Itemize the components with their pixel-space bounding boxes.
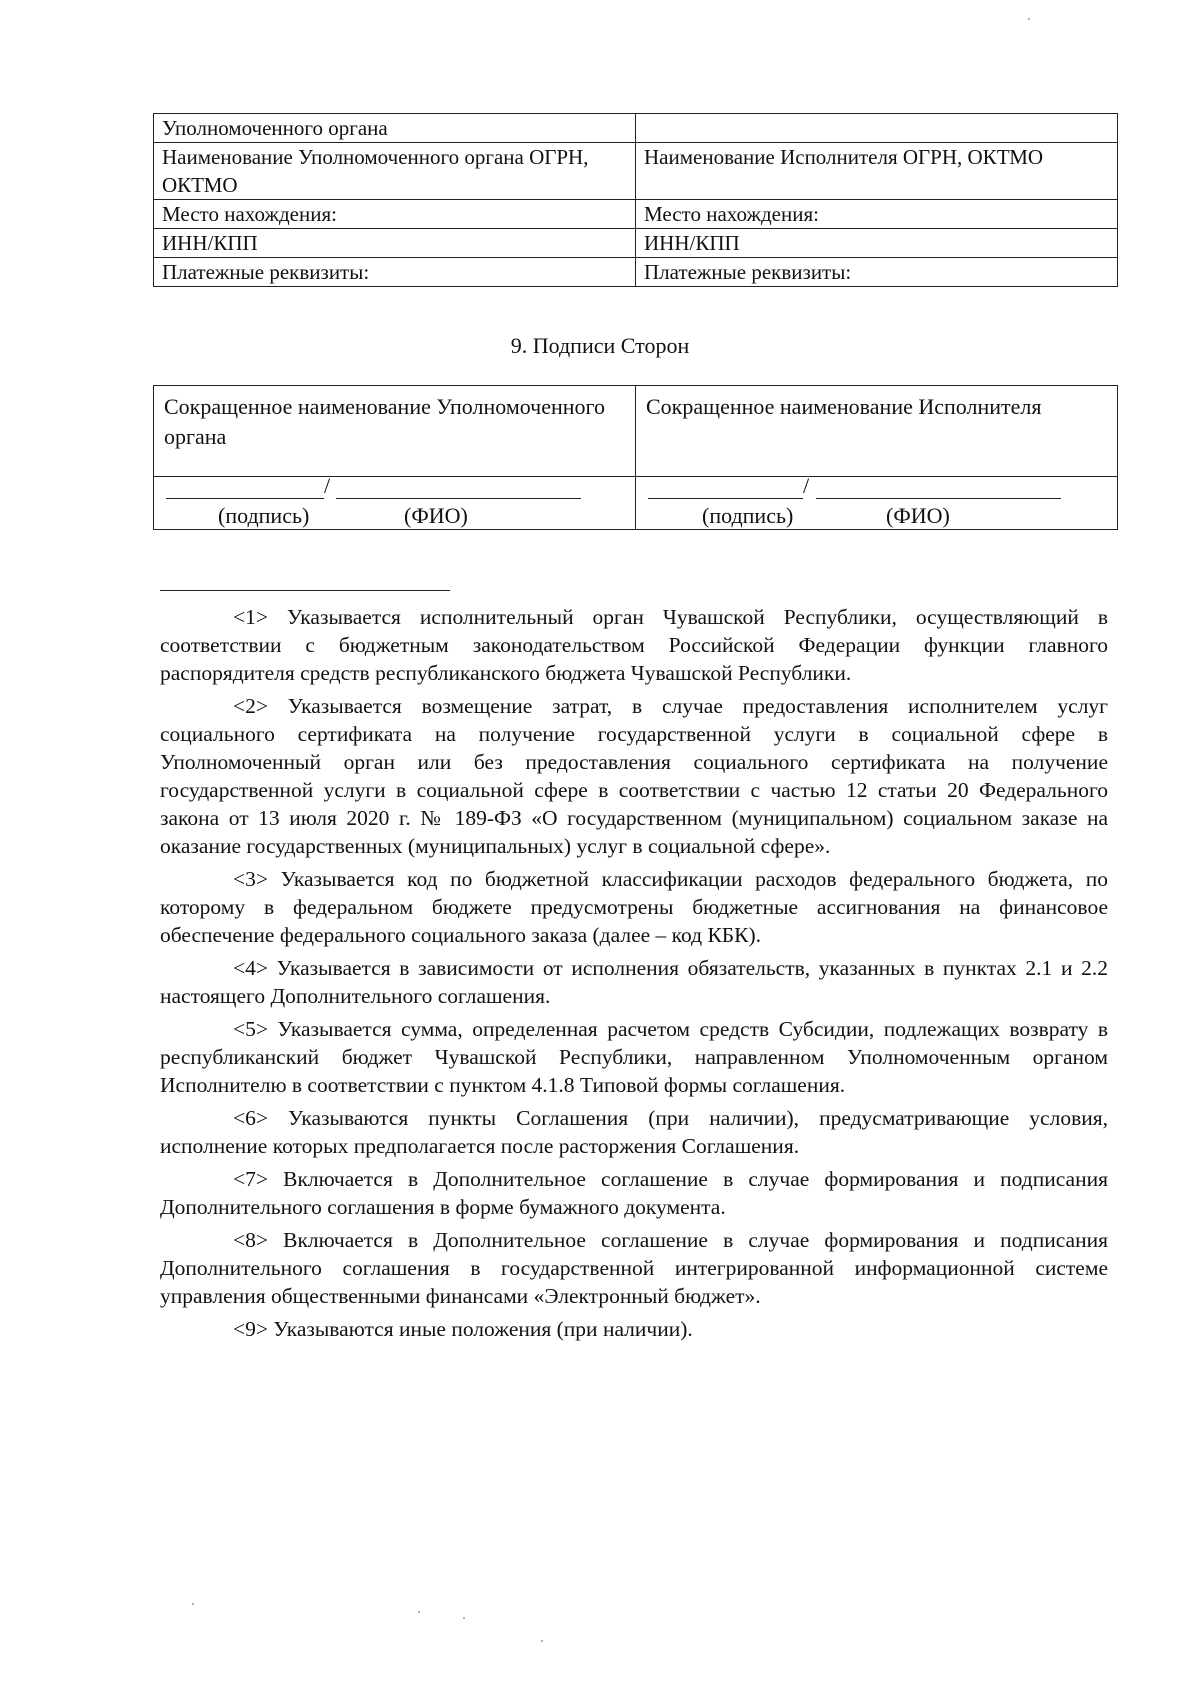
- scan-speck: [1028, 18, 1030, 20]
- scan-speck: [192, 1603, 194, 1605]
- signature-caption: (подпись): [218, 503, 310, 528]
- scan-speck: [541, 1640, 543, 1642]
- requisites-cell-left: Наименование Уполномоченного органа ОГРН, ОКТМО: [154, 143, 636, 200]
- footnote: <6> Указываются пункты Соглашения (при наличии), предусматривающие условия, исполнение которых предполагается после расторжения Соглашения.: [160, 1106, 1108, 1158]
- signature-caption: (подпись): [702, 503, 794, 528]
- requisites-cell-left: Уполномоченного органа: [154, 114, 636, 143]
- table-row: [154, 258, 1118, 287]
- table-row: [154, 143, 1118, 200]
- table-row: [154, 477, 1118, 530]
- signature-line: [166, 498, 324, 499]
- requisites-cell-left: ИНН/КПП: [154, 229, 636, 258]
- scan-speck: [463, 1617, 465, 1619]
- requisites-cell-right: Наименование Исполнителя ОГРН, ОКТМО: [636, 143, 1118, 200]
- footnote: <4> Указывается в зависимости от исполнения обязательств, указанных в пунктах 2.1 и 2.2 настоящего Дополнительного соглашения.: [160, 956, 1108, 1008]
- requisites-cell-right: Платежные реквизиты:: [636, 258, 1118, 287]
- table-row: [154, 229, 1118, 258]
- section-title: 9. Подписи Сторон: [510, 333, 690, 358]
- footnote: <7> Включается в Дополнительное соглашение в случае формирования и подписания Дополнительного соглашения в форме бумажного документа.: [160, 1167, 1108, 1219]
- fio-line: [816, 498, 1061, 499]
- requisites-table: [153, 113, 1118, 287]
- fio-line: [336, 498, 581, 499]
- fio-caption: (ФИО): [404, 503, 468, 528]
- footnote: <3> Указывается код по бюджетной классификации расходов федерального бюджета, по которому в федеральном бюджете предусмотрены бюджетные ассигнования на финансовое обеспечение федерального социального заказа (далее – код КБК).: [160, 867, 1108, 947]
- fio-caption: (ФИО): [886, 503, 950, 528]
- scan-speck: [418, 1611, 420, 1613]
- footnote: <8> Включается в Дополнительное соглашение в случае формирования и подписания Дополнительного соглашения в государственной интегрированной информационной системе управления общественными финансами «Электронный бюджет».: [160, 1228, 1108, 1308]
- footnote: <5> Указывается сумма, определенная расчетом средств Субсидии, подлежащих возврату в республиканский бюджет Чувашской Республики, направленном Уполномоченным органом Исполнителю в соответствии с пунктом 4.1.8 Типовой формы соглашения.: [160, 1017, 1108, 1097]
- signatures-table: [153, 385, 1118, 530]
- requisites-cell-right: ИНН/КПП: [636, 229, 1118, 258]
- table-row: [154, 386, 1118, 477]
- table-row: [154, 114, 1118, 143]
- requisites-cell-left: Место нахождения:: [154, 200, 636, 229]
- slash: /: [803, 473, 810, 498]
- footnote: <1> Указывается исполнительный орган Чувашской Республики, осуществляющий в соответствии с бюджетным законодательством Российской Федерации функции главного распорядителя средств республиканского бюджета Чувашской Республики.: [160, 605, 1108, 685]
- footnote-separator: [160, 590, 450, 591]
- right-party-name: Сокращенное наименование Исполнителя: [636, 386, 1118, 477]
- footnotes: [160, 603, 1108, 1348]
- footnote: <2> Указывается возмещение затрат, в случае предоставления исполнителем услуг социального сертификата на получение государственной услуги в социальной сфере в Уполномоченный орган или без предоставления социального сертификата на получение государственной услуги в социальной сфере в соответствии с частью 12 статьи 20 Федерального закона от 13 июля 2020 г. № 189-ФЗ «О государственном (муниципальном) социальном заказе на оказание государственных (муниципальных) услуг в социальной сфере».: [160, 694, 1108, 858]
- footnote: <9> Указываются иные положения (при наличии).: [233, 1317, 693, 1341]
- left-party-name: Сокращенное наименование Уполномоченного органа: [154, 386, 636, 477]
- left-signature-cell: [154, 473, 636, 530]
- requisites-cell-right: [636, 114, 1118, 143]
- requisites-cell-right: Место нахождения:: [636, 200, 1118, 229]
- requisites-cell-left: Платежные реквизиты:: [154, 258, 636, 287]
- table-row: [154, 200, 1118, 229]
- slash: /: [324, 473, 331, 498]
- right-signature-cell: [636, 473, 1118, 530]
- signature-line: [648, 498, 803, 499]
